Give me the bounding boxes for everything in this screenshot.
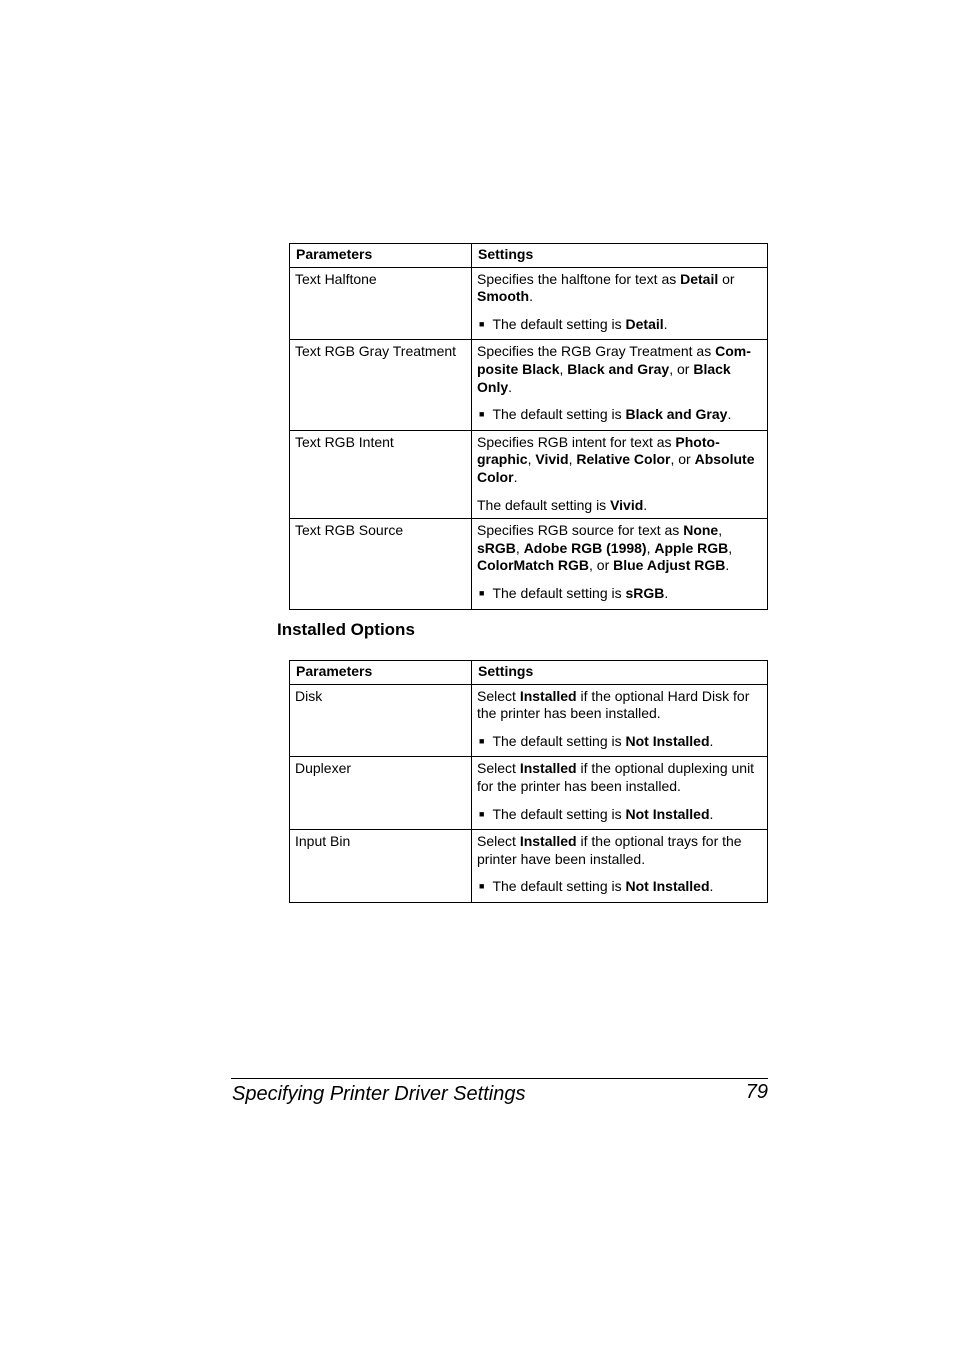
parameter-name: Input Bin bbox=[290, 830, 472, 903]
header-parameters: Parameters bbox=[290, 244, 472, 268]
parameter-name: Disk bbox=[290, 684, 472, 757]
setting-description bbox=[472, 340, 768, 430]
default-setting-note: ■ The default setting is Detail. bbox=[477, 316, 762, 336]
setting-text: Specifies the RGB Gray Treatment as Com-posite Black, Black and Gray, or Black Only. bbox=[477, 343, 751, 395]
footer-divider bbox=[231, 1078, 768, 1079]
table-row bbox=[290, 830, 768, 903]
table-row bbox=[290, 757, 768, 830]
header-settings: Settings bbox=[472, 661, 768, 685]
setting-description bbox=[472, 267, 768, 340]
default-setting-note: ■ The default setting is Not Installed. bbox=[477, 733, 762, 753]
setting-text: Specifies RGB source for text as None, sRGB, Adobe RGB (1998), Apple RGB, ColorMatch RGB, or Blue Adjust RGB. bbox=[477, 522, 733, 574]
table-row bbox=[290, 340, 768, 430]
setting-description bbox=[472, 430, 768, 518]
setting-text: Select Installed if the optional Hard Disk for the printer has been installed. bbox=[477, 687, 750, 722]
setting-description bbox=[472, 757, 768, 830]
setting-description bbox=[472, 519, 768, 609]
table-row bbox=[290, 519, 768, 609]
table-row bbox=[290, 267, 768, 340]
header-settings: Settings bbox=[472, 244, 768, 268]
default-setting-note: ■ The default setting is Black and Gray. bbox=[477, 406, 762, 426]
footer-title: Specifying Printer Driver Settings bbox=[232, 1083, 526, 1105]
setting-description bbox=[472, 830, 768, 903]
settings-table-text bbox=[289, 243, 768, 610]
parameter-name: Text RGB Source bbox=[290, 519, 472, 609]
default-setting-note: ■ The default setting is sRGB. bbox=[477, 585, 762, 605]
setting-text: Specifies RGB intent for text as Photo-graphic, Vivid, Relative Color, or Absolute Color. bbox=[477, 433, 755, 485]
parameter-name: Duplexer bbox=[290, 757, 472, 830]
section-heading-installed-options: Installed Options bbox=[277, 620, 415, 639]
table-header-row bbox=[290, 661, 768, 685]
header-parameters: Parameters bbox=[290, 661, 472, 685]
default-setting-note: ■ The default setting is Not Installed. bbox=[477, 878, 762, 898]
default-setting-note: The default setting is Vivid. bbox=[477, 496, 648, 513]
table-header-row bbox=[290, 244, 768, 268]
setting-text: Select Installed if the optional duplexing unit for the printer has been installed. bbox=[477, 760, 755, 794]
parameter-name: Text Halftone bbox=[290, 267, 472, 340]
parameter-name: Text RGB Intent bbox=[290, 430, 472, 518]
parameter-name: Text RGB Gray Treatment bbox=[290, 340, 472, 430]
table-row bbox=[290, 684, 768, 757]
setting-text: Specifies the halftone for text as Detail or Smooth. bbox=[477, 270, 735, 305]
settings-table-installed-options bbox=[289, 660, 768, 903]
page-number: 79 bbox=[745, 1081, 768, 1103]
table-row bbox=[290, 430, 768, 518]
setting-text: Select Installed if the optional trays for the printer have been installed. bbox=[477, 833, 742, 867]
default-setting-note: ■ The default setting is Not Installed. bbox=[477, 806, 762, 826]
setting-description bbox=[472, 684, 768, 757]
